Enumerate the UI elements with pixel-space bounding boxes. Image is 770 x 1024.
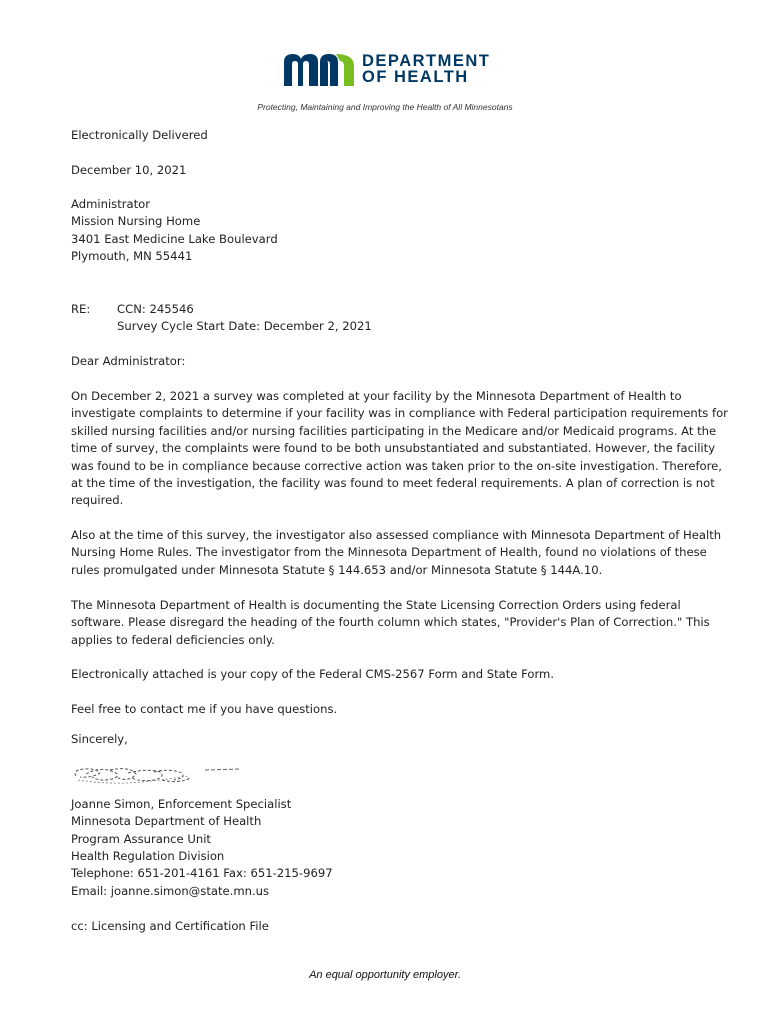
signature-contact-email: Email: joanne.simon@state.mn.us [71, 884, 270, 898]
paragraph-line: On December 2, 2021 a survey was completed at your facility by the Minnesota Department of Health to [71, 389, 682, 403]
paragraph-line: time of survey, the complaints were found to be both unsubstantiated and substantiated. However, the facility [71, 441, 716, 456]
delivery-method: Electronically Delivered [71, 128, 208, 142]
paragraph-5: Feel free to contact me if you have questions. [71, 702, 338, 716]
paragraph-line: The Minnesota Department of Health is documenting the State Licensing Correction Orders using federal [71, 598, 681, 612]
address-line: Mission Nursing Home [71, 214, 201, 228]
mdh-logo [284, 52, 490, 86]
re-line: CCN: 245546 [117, 302, 194, 316]
re-line: Survey Cycle Start Date: December 2, 2021 [117, 319, 372, 333]
signature-image [70, 764, 245, 788]
signature-line: Joanne Simon, Enforcement Specialist [71, 797, 292, 811]
paragraph-line: rules promulgated under Minnesota Statute § 144.653 and/or Minnesota Statute § 144A.10. [71, 562, 603, 577]
salutation: Dear Administrator: [71, 354, 186, 368]
paragraph-line: software. Please disregard the heading of the fourth column which states, "Provider's Plan of Correction." This [71, 615, 710, 630]
signature-line: Program Assurance Unit [71, 832, 211, 846]
paragraph-2 [71, 527, 722, 579]
signature-line: Health Regulation Division [71, 849, 225, 863]
paragraph-line: Nursing Home Rules. The investigator from the Minnesota Department of Health, found no violations of these [71, 545, 707, 560]
tagline: Protecting, Maintaining and Improving the Health of All Minnesotans [257, 102, 513, 112]
logo-line-1: DEPARTMENT [362, 52, 491, 70]
letter-date: December 10, 2021 [71, 163, 187, 177]
signature-contact-phone: Telephone: 651-201-4161 Fax: 651-215-9697 [71, 866, 333, 880]
paragraph-line: skilled nursing facilities and/or nursing facilities participating in the Medicare and/or Medicaid programs. At the [71, 423, 717, 438]
paragraph-1 [71, 388, 728, 510]
address-line: Plymouth, MN 55441 [71, 249, 193, 263]
paragraph-4: Electronically attached is your copy of the Federal CMS-2567 Form and State Form. [71, 667, 555, 681]
re-label: RE: [71, 302, 91, 316]
logo-line-2: OF HEALTH [362, 68, 469, 86]
paragraph-line: required. [71, 493, 124, 508]
paragraph-3 [71, 597, 710, 649]
closing: Sincerely, [71, 732, 128, 746]
paragraph-line: was found to be in compliance because corrective action was taken prior to the on-site investigation. Therefore, [71, 458, 722, 473]
mn-logo-icon [284, 52, 354, 86]
logo-wordmark [362, 53, 490, 85]
cc-line: cc: Licensing and Certification File [71, 919, 269, 933]
address-line: Administrator [71, 197, 151, 211]
paragraph-line: Also at the time of this survey, the investigator also assessed compliance with Minnesota Department of Health [71, 528, 722, 542]
paragraph-line: applies to federal deficiencies only. [71, 632, 275, 647]
address-line: 3401 East Medicine Lake Boulevard [71, 232, 278, 246]
paragraph-line: investigate complaints to determine if your facility was in compliance with Federal participation requirements for [71, 406, 728, 421]
footer-text: An equal opportunity employer. [309, 969, 461, 981]
paragraph-line: at the time of the investigation, the facility was found to meet federal requirements. A plan of correction is not [71, 476, 715, 491]
signature-line: Minnesota Department of Health [71, 814, 262, 828]
